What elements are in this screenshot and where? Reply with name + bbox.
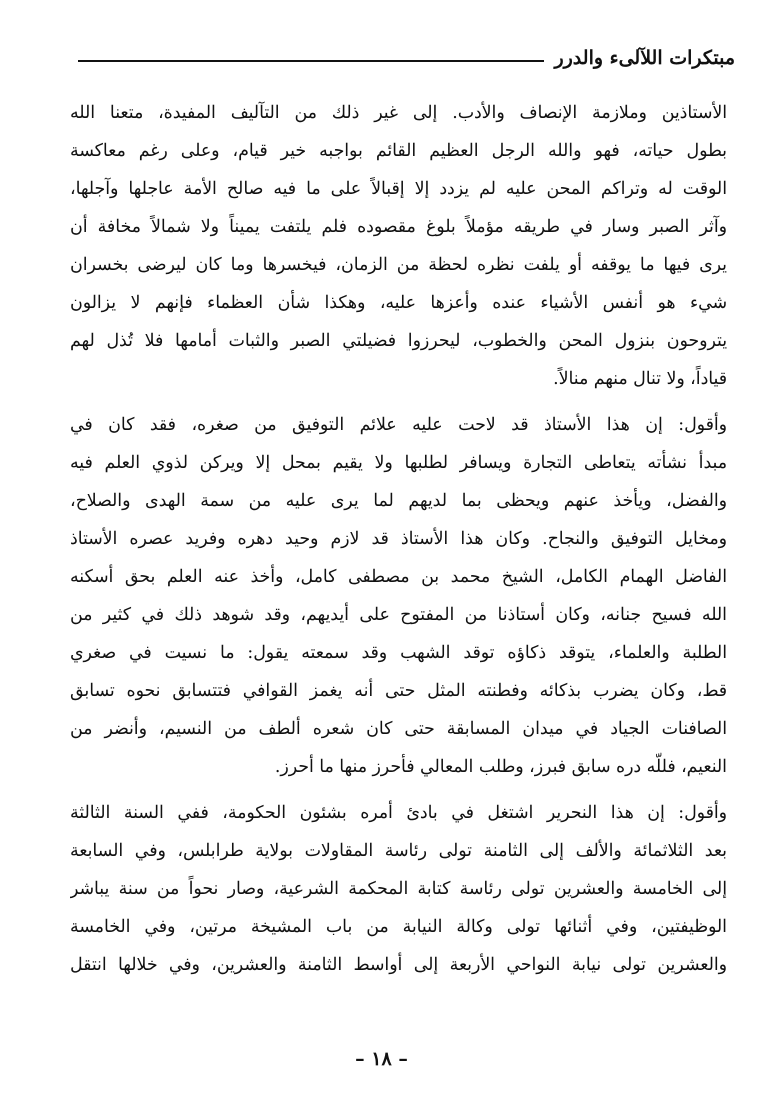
text-line: وأقول: إن هذا النحرير اشتغل في بادئ أمره بشئون الحكومة، ففي السنة الثالثة: [70, 803, 727, 823]
running-header: [78, 40, 735, 76]
text-line: والعشرين تولى نيابة النواحي الأربعة إلى أواسط الثامنة والعشرين، وفي خلالها انتقل: [70, 955, 727, 975]
text-line: الفاضل الهمام الكامل، الشيخ محمد بن مصطفى كامل، وأخذ عنه العلم بحق أسكنه: [70, 567, 727, 587]
paragraph-1: [70, 94, 727, 398]
text-line: النعيم، فللّه دره سابق فبرز، وطلب المعالي فأحرز منها ما أحرز.: [274, 757, 727, 777]
text-line: يتروحون بنزول المحن والخطوب، ليحرزوا فضيلتي الصبر والثبات أمامها فلا تُذل لهم: [70, 331, 727, 351]
text-line: قط، وكان يضرب بذكائه وفطنته المثل حتى أنه يغمز القوافي فتتسابق نحوه تسابق: [70, 681, 727, 701]
paragraph-3: [70, 794, 727, 984]
text-line: ومخايل التوفيق والنجاح. وكان هذا الأستاذ قد لازم وحيد دهره وفريد عصره الأستاذ: [70, 529, 727, 549]
header-rule: [78, 60, 544, 62]
text-line: وأقول: إن هذا الأستاذ قد لاحت عليه علائم التوفيق من صغره، فقد كان في: [70, 415, 727, 435]
text-line: وآثر الصبر وسار في طريقه مؤملاً بلوغ مقصوده فلم يلتفت يميناً ولا شمالاً مخافة أن: [70, 217, 727, 237]
text-line: يرى فيها ما يوقفه أو يلفت نظره لحظة من الزمان، فيخسرها وما كان ليرضى بخسران: [70, 255, 727, 275]
text-line: الله فسيح جنانه، وكان أستاذنا من المفتوح على أيديهم، وقد شوهد ذلك في كثير من: [70, 605, 727, 625]
text-line: إلى الخامسة والعشرين تولى رئاسة كتابة المحكمة الشرعية، وصار نحواً من سنة يباشر: [70, 879, 727, 899]
text-line: مبدأ نشأته يتعاطى التجارة ويسافر لطلبها ولا يقيم بمحل إلا ويركن لذوي العلم فيه: [70, 453, 727, 473]
text-line: بطول حياته، فهو والله الرجل العظيم القائم بواجبه خير قيام، وعلى رغم معاكسة: [70, 141, 727, 161]
text-line: شيء هو أنفس الأشياء عنده وأعزها عليه، وهكذا شأن العظماء فإنهم لا يزالون: [70, 293, 727, 313]
paragraph-2: [70, 406, 727, 786]
text-line: الأستاذين وملازمة الإنصاف والأدب. إلى غير ذلك من التآليف المفيدة، متعنا الله: [70, 103, 727, 123]
text-line: الوظيفتين، وفي أثنائها تولى وكالة النيابة من باب المشيخة مرتين، وفي الخامسة: [70, 917, 727, 937]
body-text: [70, 94, 727, 984]
page-number: – ١٨ –: [355, 1048, 408, 1070]
text-line: الوقت له وتراكم المحن عليه لم يزدد إلا إقبالاً على ما فيه صالح الأمة عاجلها وآجلها،: [70, 179, 727, 199]
text-line: قياداً، ولا تنال منهم منالاً.: [553, 369, 727, 389]
text-line: الطلبة والعلماء، يتوقد ذكاؤه توقد الشهب وقد سمعته يقول: ما نسيت في صغري: [70, 643, 727, 663]
text-line: الصافنات الجياد في ميدان المسابقة حتى كان شعره ألطف من النسيم، وأنضر من: [70, 719, 727, 739]
header-title: مبتكرات اللآلىء والدرر: [554, 47, 735, 69]
text-line: بعد الثلاثمائة والألف إلى الثامنة تولى رئاسة المقاولات بولاية طرابلس، وفي السابعة: [70, 841, 727, 861]
text-line: والفضل، ويأخذ عنهم ويحظى بما لديهم لما يرى عليه من سمة الهدى والصلاح،: [70, 491, 727, 511]
